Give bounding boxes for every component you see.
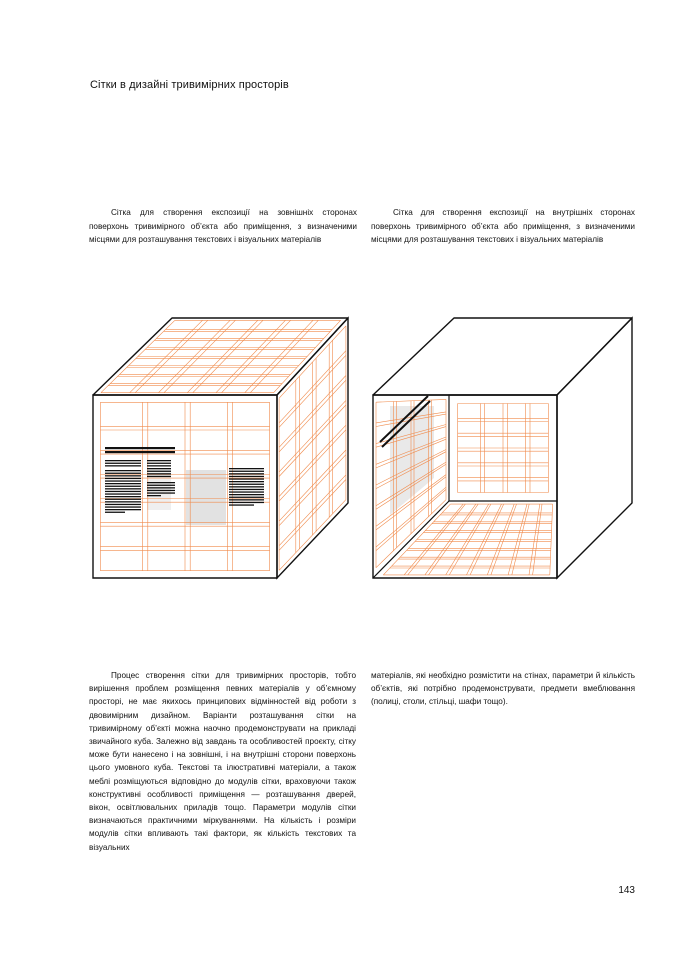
text-line — [229, 491, 264, 492]
text-line — [147, 487, 175, 488]
page-title: Сітки в дизайні тривимірних просторів — [90, 79, 289, 91]
inner-left-wall — [376, 396, 446, 568]
text-line — [229, 489, 264, 490]
text-line — [105, 463, 141, 464]
text-line — [105, 470, 141, 471]
text-line — [147, 460, 171, 461]
text-line — [105, 504, 141, 505]
text-line — [229, 468, 264, 469]
text-line — [229, 497, 264, 498]
text-line — [147, 465, 171, 466]
text-line — [147, 495, 161, 496]
text-line — [147, 468, 171, 469]
text-line — [229, 502, 264, 503]
text-line — [105, 491, 141, 492]
body-column-right — [371, 669, 635, 709]
text-line — [147, 485, 175, 486]
text-line — [105, 506, 141, 507]
text-line — [105, 478, 141, 479]
caption-interior-grid — [371, 206, 635, 247]
text-line — [105, 512, 125, 513]
inner-back-wall — [458, 404, 549, 493]
text-line — [105, 483, 141, 484]
text-line — [147, 476, 171, 477]
text-line — [229, 481, 264, 482]
body-column-left — [89, 669, 356, 854]
interior-cube-illustration — [368, 310, 648, 610]
headline-bar — [105, 447, 175, 449]
text-line — [229, 494, 264, 495]
text-line — [105, 493, 141, 494]
side-outline — [557, 318, 632, 578]
caption-interior-text: Сітка для створення експозиції на внутрішніх сторонах поверхонь тривимірного об’єкта або приміщення, з визначеними місцями для розташування текстових і візуальних матеріалів — [371, 208, 635, 245]
text-line — [147, 471, 171, 472]
text-line — [105, 475, 141, 476]
text-line — [105, 486, 141, 487]
text-line — [229, 473, 264, 474]
exterior-cube-illustration — [86, 310, 366, 610]
caption-exterior-grid — [89, 206, 357, 247]
top-outline — [373, 318, 632, 395]
inner-floor — [383, 504, 552, 575]
cube-front-face — [93, 395, 277, 578]
body-paragraph-1: Процес створення сітки для тривимірних просторів, тобто вирішення проблем розміщення певних матеріалів у об’ємному просторі, не має якихось принципових відмінностей від роботи з двовимірним дизайном. Варіанти розташування сітки на тривимірному об’єкті можна наочно продемонструвати на прикладі звичайного куба. Залежно від завдань та особливостей проєкту, сітку може бути нанесено і на зовнішні, і на внутрішні сторони поверхонь цього умовного куба. Текстові та ілюстративні матеріали, а також меблі розміщуються відповідно до модулів сітки, враховуючи також конструктивні особливості приміщення — розташування дверей, вікон, освітлювальних приладів тощо. Параметри модулів сітки визначаються практичними міркуваннями. На кількість і розміри модулів сітки впливають такі фактори, як кількість текстових та візуальних — [89, 671, 356, 852]
text-line — [105, 460, 141, 461]
text-line — [147, 463, 171, 464]
caption-exterior-text: Сітка для створення експозиції на зовнішніх сторонах поверхонь тривимірного об’єкта або приміщення, з визначеними місцями для розташування текстових і візуальних матеріалів — [89, 208, 357, 245]
text-line — [229, 486, 264, 487]
text-line — [229, 478, 264, 479]
text-line — [147, 492, 175, 493]
text-line — [105, 501, 141, 502]
text-line — [105, 473, 141, 474]
text-line — [147, 482, 175, 483]
text-line — [229, 504, 254, 505]
text-line — [229, 471, 264, 472]
text-line — [229, 476, 264, 477]
text-line — [147, 473, 171, 474]
text-line — [229, 499, 264, 500]
text-line — [105, 488, 141, 489]
text-line — [229, 484, 264, 485]
text-line — [105, 465, 141, 466]
text-line — [147, 490, 175, 491]
headline-bar — [105, 451, 175, 453]
text-line — [105, 499, 141, 500]
page-number: 143 — [618, 885, 635, 896]
text-line — [105, 480, 141, 481]
body-paragraph-2: матеріалів, які необхідно розмістити на стінах, параметри й кількість об’єктів, які потрібно продемонструвати, предмети вмеблювання (полиці, столи, стільці, шафи тощо). — [371, 671, 635, 707]
text-line — [105, 509, 141, 510]
text-line — [105, 496, 141, 497]
